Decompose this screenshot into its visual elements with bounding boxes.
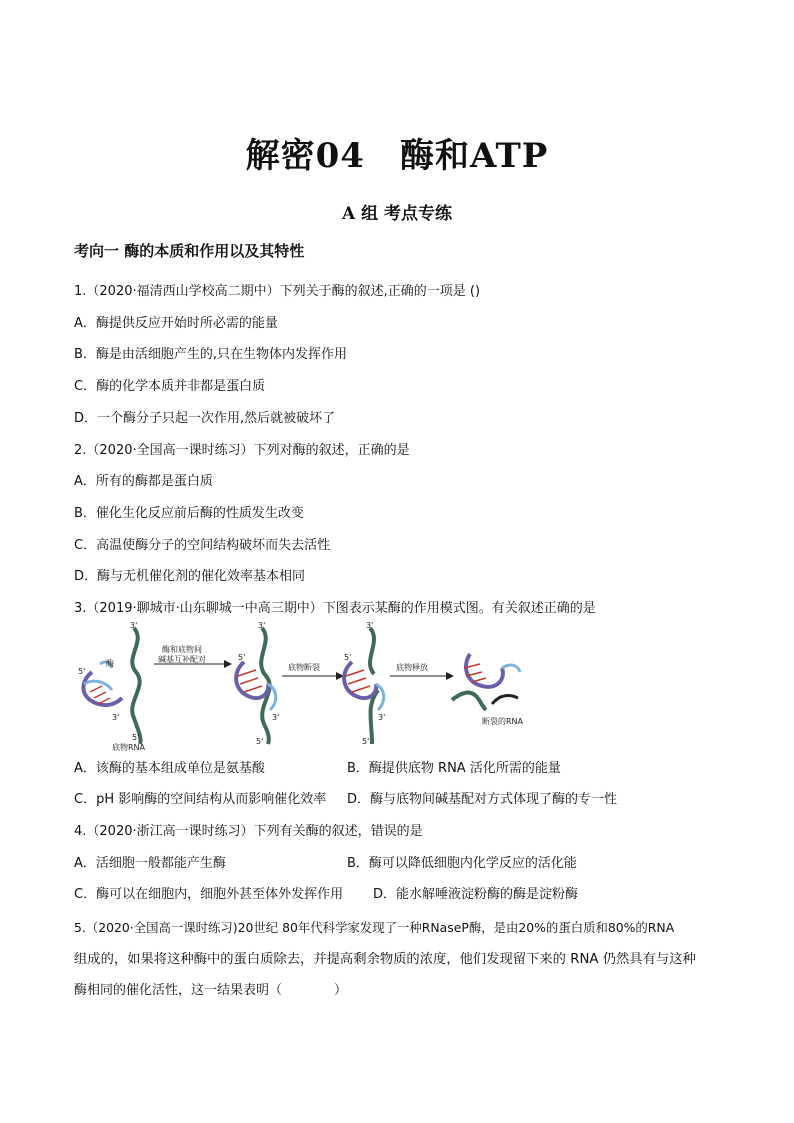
figure-arrow-step2 [282,662,344,680]
label-step3: 底物释放 [396,663,428,672]
label-5prime-bottom: 5' [132,733,140,742]
label-3prime-p2: 3' [258,621,266,630]
label-3prime-p3b: 3' [378,713,386,722]
enzyme-mechanism-figure [72,620,562,752]
question-4-option-b: B．酶可以降低细胞内化学反应的活化能 [347,856,577,871]
section-heading: 考向一 酶的本质和作用以及其特性 [74,242,305,260]
question-2-option-a: A．所有的酶都是蛋白质 [74,474,213,489]
question-1-option-b: B．酶是由活细胞产生的,只在生物体内发挥作用 [74,347,348,362]
question-3-option-b: B．酶提供底物 RNA 活化所需的能量 [347,761,561,776]
question-3-stem: 3.（2019·聊城市·山东聊城一中高三期中）下图表示某酶的作用模式图。有关叙述正确的是 [74,601,596,616]
figure-arrow-step1 [154,644,232,668]
question-1-option-a: A．酶提供反应开始时所必需的能量 [74,316,278,331]
label-5prime-p3: 5' [344,653,352,662]
question-1-stem: 1.（2020·福清西山学校高二期中）下列关于酶的叙述,正确的一项是 () [74,284,481,299]
label-3prime-p3: 3' [366,621,374,630]
label-broken-rna: 断裂的RNA [482,717,524,726]
label-3prime-p2b: 3' [272,713,280,722]
figure-panel-cleavage [344,621,385,746]
question-2-stem: 2.（2020·全国高一课时练习）下列对酶的叙述，正确的是 [74,443,410,458]
label-substrate-rna: 底物RNA [112,743,146,752]
question-3-option-c: C．pH 影响酶的空间结构从而影响催化效率 [74,792,327,807]
label-step1-line2: 碱基互补配对 [158,655,206,664]
question-2-option-d: D．酶与无机催化剂的催化效率基本相同 [74,569,306,584]
question-4-option-c: C．酶可以在细胞内，细胞外甚至体外发挥作用 [74,887,344,902]
figure-panel-release [452,654,524,726]
question-5-stem-line3: 酶相同的催化活性，这一结果表明（ ） [74,983,348,998]
question-5-stem-line1: 5.（2020·全国高一课时练习)20世纪 80年代科学家发现了一种RNaseP酶，是由20%的蛋白质和80%的RNA [74,920,675,935]
figure-panel-enzyme-substrate [78,621,146,752]
question-4-option-a: A．活细胞一般都能产生酶 [74,856,226,871]
label-3prime-enzyme: 3' [112,713,120,722]
figure-arrow-step3 [390,662,454,680]
question-4-option-d: D．能水解唾液淀粉酶的酶是淀粉酶 [373,887,579,902]
question-4-stem: 4.（2020·浙江高一课时练习）下列有关酶的叙述，错误的是 [74,824,423,839]
label-5prime-p2b: 5' [256,737,264,746]
figure-panel-pairing [236,621,279,746]
label-5prime-p2: 5' [238,653,246,662]
question-1-option-c: C．酶的化学本质并非都是蛋白质 [74,379,266,394]
question-1-option-d: D．一个酶分子只起一次作用,然后就被破坏了 [74,411,336,426]
question-5-stem-line2: 组成的，如果将这种酶中的蛋白质除去，并提高剩余物质的浓度，他们发现留下来的 RNA 仍然具有与这种 [74,952,696,967]
question-2-option-b: B．催化生化反应前后酶的性质发生改变 [74,506,304,521]
group-subtitle: A 组 考点专练 [341,204,453,224]
question-3-option-a: A．该酶的基本组成单位是氨基酸 [74,761,265,776]
label-enzyme: 酶 [106,659,114,668]
label-5prime-p3b: 5' [362,737,370,746]
label-step2: 底物断裂 [288,663,320,672]
label-step1-line1: 酶和底物间 [162,645,202,654]
page-title: 解密04 酶和ATP [245,136,549,176]
question-2-option-c: C．高温使酶分子的空间结构破坏而失去活性 [74,538,331,553]
question-3-option-d: D．酶与底物间碱基配对方式体现了酶的专一性 [347,792,618,807]
label-3prime-top: 3' [130,621,138,630]
label-5prime-enzyme: 5' [78,667,86,676]
